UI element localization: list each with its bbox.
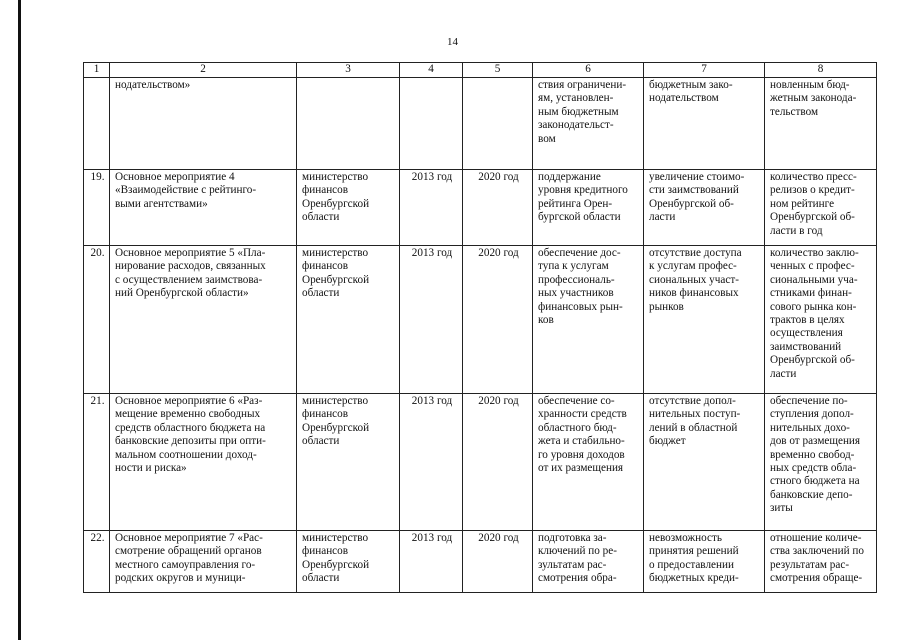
- executor: министерство финансов Оренбургской области: [297, 246, 400, 394]
- column-number-row: [84, 63, 877, 78]
- direct-result: ствия ограничени- ям, установлен- ным бюджетным законодательст- вом: [533, 78, 644, 170]
- indicator: количество пресс- релизов о кредит- ном рейтинге Оренбургской об- ласти в год: [765, 170, 877, 246]
- executor: министерство финансов Оренбургской области: [297, 170, 400, 246]
- column-header: 3: [297, 63, 400, 78]
- activity-name: Основное мероприятие 6 «Раз- мещение временно свободных средств областного бюджета на банковские депозиты при опти- мальном соотношении доход- ности и риска»: [110, 394, 297, 531]
- column-header: 4: [400, 63, 463, 78]
- end-year: 2020 год: [463, 170, 533, 246]
- column-header: 8: [765, 63, 877, 78]
- activity-name: нодательством»: [110, 78, 297, 170]
- consequence: невозможность принятия решений о предоставлении бюджетных креди-: [644, 531, 765, 593]
- row-number: 19.: [84, 170, 110, 246]
- start-year: [400, 78, 463, 170]
- end-year: 2020 год: [463, 394, 533, 531]
- table-row: [84, 394, 877, 531]
- end-year: 2020 год: [463, 246, 533, 394]
- activity-name: Основное мероприятие 4 «Взаимодействие с рейтинго- выми агентствами»: [110, 170, 297, 246]
- consequence: отсутствие допол- нительных поступ- лений в областной бюджет: [644, 394, 765, 531]
- column-header: 7: [644, 63, 765, 78]
- table-row: [84, 246, 877, 394]
- indicator: количество заклю- ченных с профес- сиональными уча- стниками финан- сового рынка кон- трактов в целях осуществления заимствований Оренбургской об- ласти: [765, 246, 877, 394]
- indicator: обеспечение по- ступления допол- нительных дохо- дов от размещения временно свобод- ных средств обла- стного бюджета на банковские депо- зиты: [765, 394, 877, 531]
- direct-result: поддержание уровня кредитного рейтинга Орен- бургской области: [533, 170, 644, 246]
- start-year: 2013 год: [400, 170, 463, 246]
- column-header: 1: [84, 63, 110, 78]
- consequence: увеличение стоимо- сти заимствований Оренбургской об- ласти: [644, 170, 765, 246]
- row-number: 21.: [84, 394, 110, 531]
- column-header: 2: [110, 63, 297, 78]
- page-edge-bar: [18, 0, 21, 640]
- end-year: [463, 78, 533, 170]
- program-activities-table: [83, 62, 877, 593]
- page-number: 14: [447, 36, 458, 48]
- consequence: бюджетным зако- нодательством: [644, 78, 765, 170]
- column-header: 5: [463, 63, 533, 78]
- activity-name: Основное мероприятие 7 «Рас- смотрение обращений органов местного самоуправления го- родских округов и муници-: [110, 531, 297, 593]
- consequence: отсутствие доступа к услугам профес- сиональных участ- ников финансовых рынков: [644, 246, 765, 394]
- indicator: новленным бюд- жетным законода- тельством: [765, 78, 877, 170]
- table-row: [84, 531, 877, 593]
- row-number: [84, 78, 110, 170]
- executor: министерство финансов Оренбургской области: [297, 394, 400, 531]
- direct-result: подготовка за- ключений по ре- зультатам рас- смотрения обра-: [533, 531, 644, 593]
- executor: [297, 78, 400, 170]
- row-number: 20.: [84, 246, 110, 394]
- end-year: 2020 год: [463, 531, 533, 593]
- direct-result: обеспечение дос- тупа к услугам профессиональ- ных участников финансовых рын- ков: [533, 246, 644, 394]
- direct-result: обеспечение со- хранности средств областного бюд- жета и стабильно- го уровня доходов от их размещения: [533, 394, 644, 531]
- table-row: [84, 170, 877, 246]
- activity-name: Основное мероприятие 5 «Пла- нирование расходов, связанных с осуществлением заимствова- ний Оренбургской области»: [110, 246, 297, 394]
- column-header: 6: [533, 63, 644, 78]
- row-number: 22.: [84, 531, 110, 593]
- table-row: [84, 78, 877, 170]
- start-year: 2013 год: [400, 246, 463, 394]
- start-year: 2013 год: [400, 531, 463, 593]
- executor: министерство финансов Оренбургской области: [297, 531, 400, 593]
- indicator: отношение количе- ства заключений по результатам рас- смотрения обраще-: [765, 531, 877, 593]
- start-year: 2013 год: [400, 394, 463, 531]
